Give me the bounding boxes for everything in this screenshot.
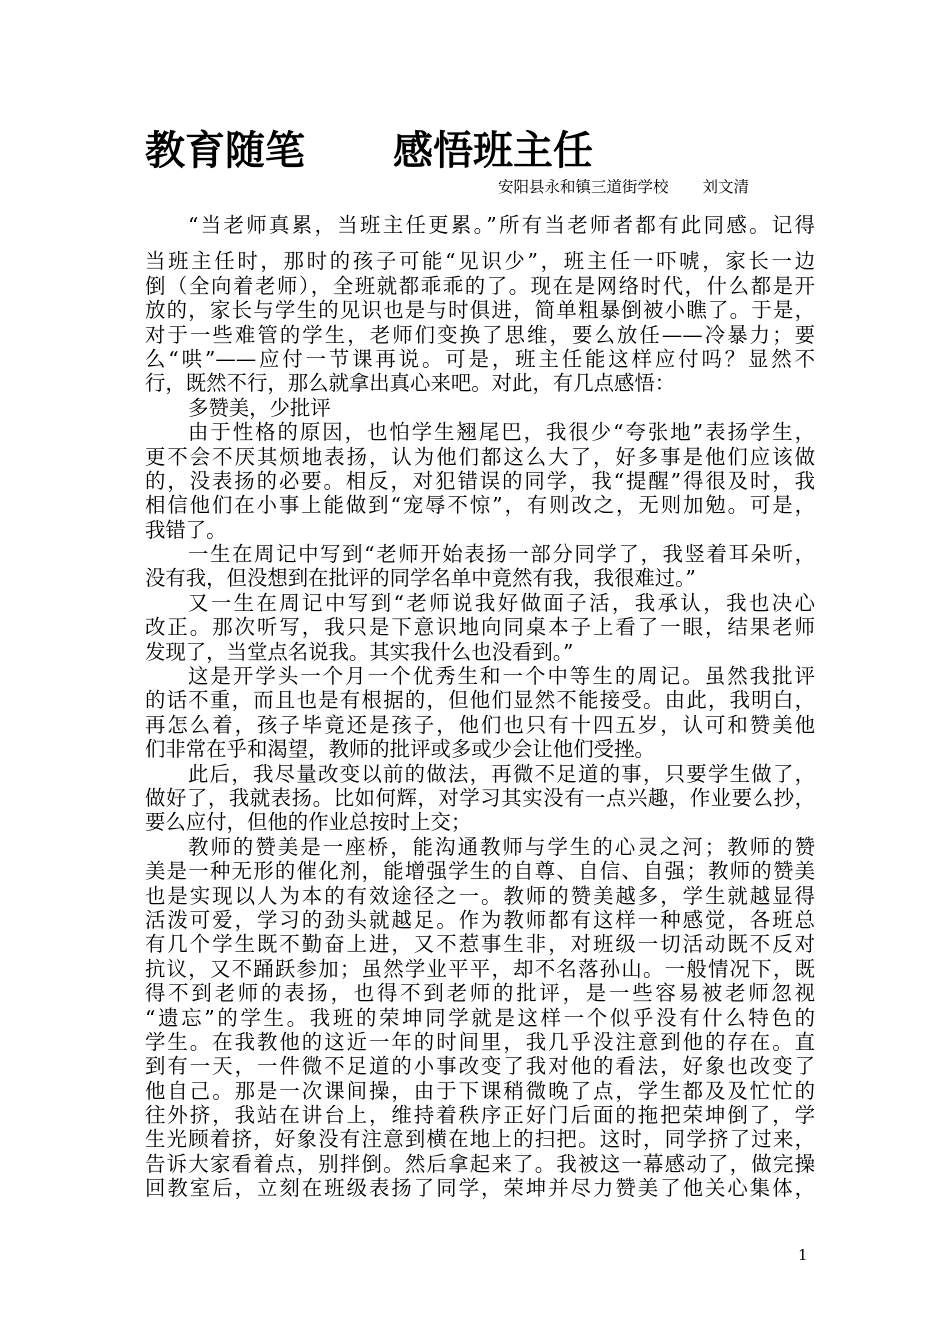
- author-name: 刘文清: [702, 178, 750, 196]
- body-line: 放的，家长与学生的见识也是与时俱进，简单粗暴倒被小瞧了。于是，: [145, 298, 815, 323]
- page-number: 1: [798, 1246, 808, 1264]
- body-line: 改正。那次听写，我只是下意识地向同桌本子上看了一眼，结果老师: [145, 615, 815, 640]
- body-line: 抗议，又不踊跃参加；虽然学业平平，却不名落孙山。一般情况下，既: [145, 956, 815, 981]
- body-line: 更不会不厌其烦地表扬，认为他们都这么大了，好多事是他们应该做: [145, 444, 815, 469]
- body-line: 要么应付，但他的作业总按时上交；: [145, 810, 472, 835]
- body-line: 对于一些难管的学生，老师们变换了思维，要么放任——冷暴力；要: [145, 322, 815, 347]
- body-line: 当班主任时，那时的孩子可能“见识少”，班主任一吓唬，家长一边: [145, 249, 815, 274]
- author-line: [498, 177, 749, 197]
- title-part-2: 感悟班主任: [393, 127, 593, 174]
- section-heading: 多赞美，少批评: [188, 395, 331, 420]
- body-line: 回教室后，立刻在班级表扬了同学，荣坤并尽力赞美了他关心集体，: [145, 1176, 815, 1201]
- body-line: 相信他们在小事上能做到“宠辱不惊”，有则改之，无则加勉。可是，: [145, 493, 815, 518]
- body-line: 的话不重，而且也是有根据的，但他们显然不能接受。由此，我明白，: [145, 688, 815, 713]
- body-line: “遗忘”的学生。我班的荣坤同学就是这样一个似乎没有什么特色的: [145, 1005, 815, 1030]
- body-line: 发现了，当堂点名说我。其实我什么也没看到。”: [145, 639, 574, 664]
- body-line: 一生在周记中写到“老师开始表扬一部分同学了，我竖着耳朵听，: [188, 542, 815, 567]
- body-line: 生光顾着挤，好象没有注意到横在地上的扫把。这时，同学挤了过来，: [145, 1127, 815, 1152]
- body-line: 也是实现以人为本的有效途径之一。教师的赞美越多，学生就越显得: [145, 883, 815, 908]
- body-line: 倒（全向着老师），全班就都乖乖的了。现在是网络时代，什么都是开: [145, 273, 815, 298]
- body-line: 再怎么着，孩子毕竟还是孩子，他们也只有十四五岁，认可和赞美他: [145, 712, 815, 737]
- body-line: 我错了。: [145, 517, 227, 542]
- body-line: 往外挤，我站在讲台上，维持着秩序正好门后面的拖把荣坤倒了，学: [145, 1103, 815, 1128]
- body-line: 做好了，我就表扬。比如何辉，对学习其实没有一点兴趣，作业要么抄，: [145, 785, 815, 810]
- body-line: 的，没表扬的必要。相反，对犯错误的同学，我“提醒”得很及时，我: [145, 468, 815, 493]
- body-line: 没有我，但没想到在批评的同学名单中竟然有我，我很难过。”: [145, 566, 696, 591]
- body-text: [145, 213, 815, 1201]
- body-line: 活泼可爱，学习的劲头就越足。作为教师都有这样一种感觉，各班总: [145, 907, 815, 932]
- body-line: 有几个学生既不勤奋上进，又不惹事生非，对班级一切活动既不反对: [145, 932, 815, 957]
- body-line: 么“哄”——应付一节课再说。可是，班主任能这样应付吗？显然不: [145, 346, 815, 371]
- title-part-1: 教育随笔: [145, 127, 305, 174]
- body-line: 学生。在我教他的这近一年的时间里，我几乎没注意到他的存在。直: [145, 1029, 815, 1054]
- body-line: 到有一天，一件微不足道的小事改变了我对他的看法，好象也改变了: [145, 1054, 815, 1079]
- body-line: 又一生在周记中写到“老师说我好做面子活，我承认，我也决心: [188, 590, 815, 615]
- body-line: 得不到老师的表扬，也得不到老师的批评，是一些容易被老师忽视: [145, 981, 815, 1006]
- body-line: 这是开学头一个月一个优秀生和一个中等生的周记。虽然我批评: [188, 664, 815, 689]
- body-line: “当老师真累，当班主任更累。”所有当老师者都有此同感。记得: [188, 213, 815, 237]
- body-line: 美是一种无形的催化剂，能增强学生的自尊、自信、自强；教师的赞美: [145, 859, 815, 884]
- body-line: 教师的赞美是一座桥，能沟通教师与学生的心灵之河；教师的赞: [188, 834, 815, 859]
- author-school: 安阳县永和镇三道街学校: [498, 178, 669, 196]
- body-line: 此后，我尽量改变以前的做法，再微不足道的事，只要学生做了，: [188, 761, 815, 786]
- document-title: [145, 125, 593, 177]
- body-line: 告诉大家看着点，别拌倒。然后拿起来了。我被这一幕感动了，做完操: [145, 1151, 815, 1176]
- body-line: 他自己。那是一次课间操，由于下课稍微晚了点，学生都及及忙忙的: [145, 1078, 815, 1103]
- body-line: 们非常在乎和渴望，教师的批评或多或少会让他们受挫。: [145, 737, 655, 762]
- body-line: 由于性格的原因，也怕学生翘尾巴，我很少“夸张地”表扬学生，: [188, 420, 815, 445]
- body-line: 行，既然不行，那么就拿出真心来吧。对此，有几点感悟：: [145, 371, 676, 396]
